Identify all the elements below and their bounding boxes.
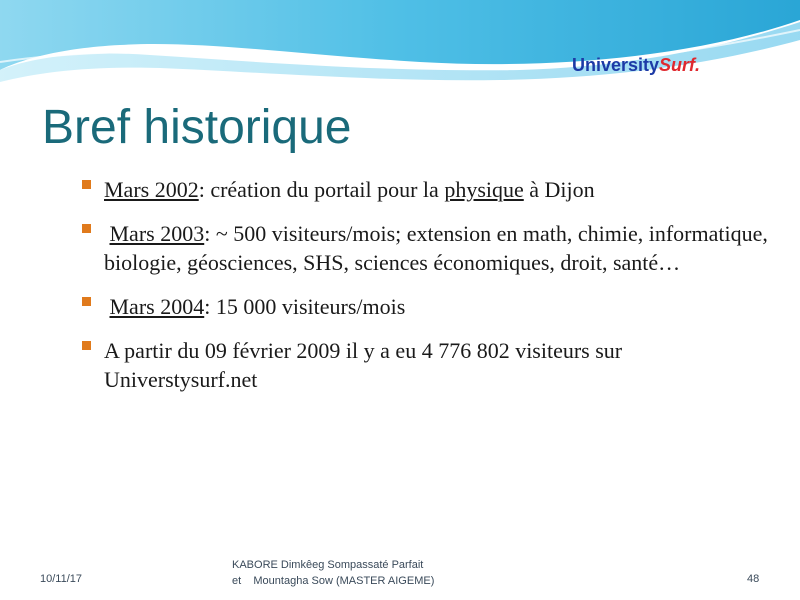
bullet-date: Mars 2004: [109, 294, 205, 319]
footer-date: 10/11/17: [40, 573, 83, 585]
bullet-date: Mars 2002: [104, 177, 199, 202]
universitysurf-logo: [572, 55, 700, 76]
bullet-text: A partir du 09 février 2009 il y a eu 4 776 802 visiteurs sur Universtysurf.net: [104, 338, 623, 392]
bullet-square-icon: [82, 297, 91, 306]
bullet-list: [82, 175, 772, 394]
slide-title: Bref historique: [42, 101, 352, 154]
bullet-date: Mars 2003: [109, 221, 205, 246]
bullet-square-icon: [82, 224, 91, 233]
bullet-square-icon: [82, 180, 91, 189]
brand-part-surf: Surf.: [659, 55, 701, 75]
bullet-item: [82, 219, 772, 277]
bullet-text: : 15 000 visiteurs/mois: [204, 294, 406, 319]
bullet-text: à Dijon: [523, 177, 595, 202]
bullet-item: [82, 292, 772, 321]
bullet-text: : création du portail pour la: [198, 177, 445, 202]
bullet-item: [82, 175, 772, 204]
footer-authors-line: KABORE Dimkêeg Sompassaté Parfait: [232, 559, 424, 571]
bullet-text: : ~ 500 visiteurs/mois; extension en math, chimie, informatique, biologie, géosciences, SHS, sciences économiques, droit, santé…: [104, 221, 768, 275]
footer-authors-line: et Mountagha Sow (MASTER AIGEME): [232, 575, 435, 587]
page-number: 48: [747, 573, 760, 585]
brand-part-university: University: [572, 55, 660, 75]
physique-link[interactable]: physique: [444, 177, 524, 202]
bullet-square-icon: [82, 341, 91, 350]
footer-authors: [232, 557, 434, 589]
bullet-item: [82, 336, 772, 394]
decorative-wave: [0, 0, 800, 95]
